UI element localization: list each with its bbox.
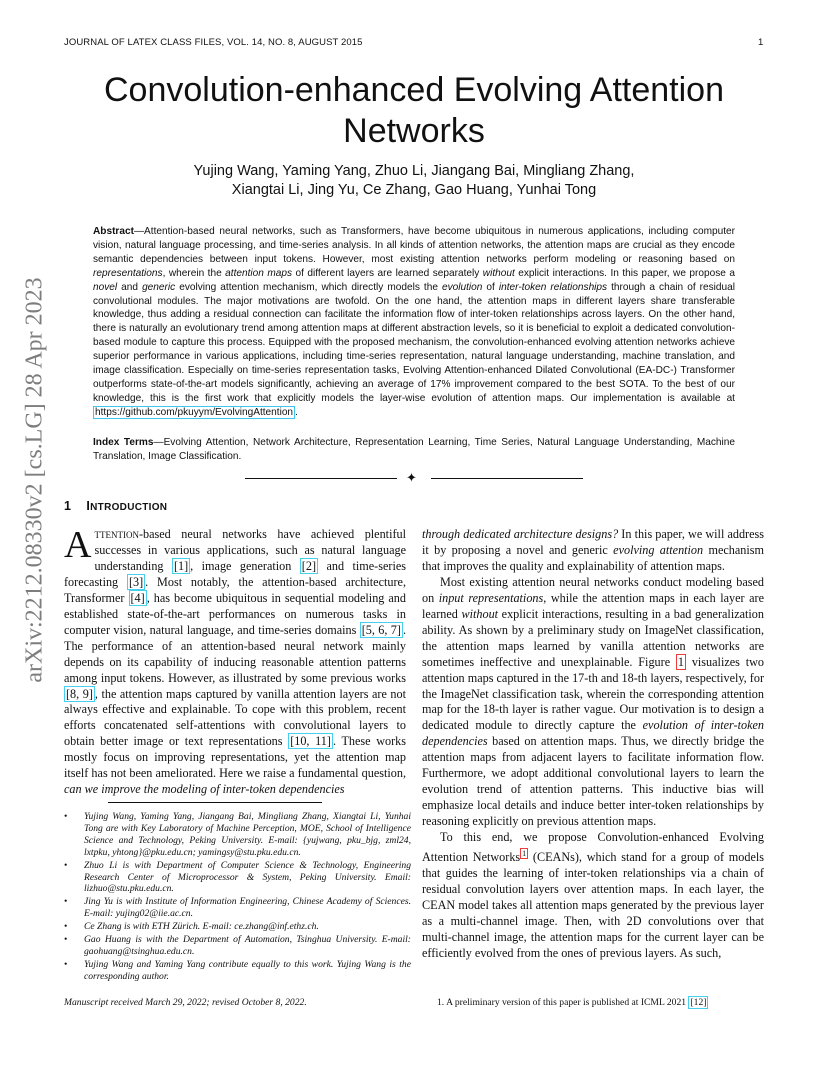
citation-link[interactable]: [12] [690,997,707,1008]
author-list [64,162,764,200]
research-question: can we improve the modeling of inter-token dependencies [64,782,345,797]
affiliation-item: • Ce Zhang is with ETH Zürich. E-mail: ce.zhang@inf.ethz.ch. [64,921,411,933]
footnote-rule [108,802,322,803]
body-text: explicit interactions, resulting in a bad generalization ability. As shown by a preliminary study on ImageNet classification, the attention maps learned by vanilla attention networks are sometimes ineffective and unexplainable. Figure [422,606,764,669]
figure-ref-link[interactable]: 1 [677,654,685,669]
research-question: through dedicated architecture designs? [422,527,619,541]
body-text: and time-series forecasting [64,558,406,589]
body-text: , has become ubiquitous in sequential modeling and established state-of-the-art performances on numerous tasks in computer vision, natural language, and time-series domains [64,590,406,637]
citation-link[interactable]: [8, 9] [66,686,93,701]
section-title-initial: I [86,499,91,513]
body-text: -based neural networks have achieved plentiful successes in various applications, such as natural language understanding [94,527,406,573]
affiliation-item: • Yujing Wang, Yaming Yang, Jiangang Bai, Mingliang Zhang, Xiangtai Li, Yunhai Tong are with Key Laboratory of Machine Perception, MOE, School of Intelligence Science and Technology, Peking University. E-mail: {yujwang, pku_bjg, zml24, lxtpku, yhtong}@pku.edu.cn; yamingsy@stu.pku.edu.cn. [64,811,411,859]
body-text: , image generation [190,558,300,573]
abstract-emphasis: novel [93,281,118,293]
index-terms [93,436,735,464]
abstract-emphasis: representations [93,267,163,279]
intro-paragraph [64,524,407,798]
right-column [422,527,764,962]
section-heading [64,499,167,513]
body-text: . The performance of an attention-based neural network mainly depends on its capability of inducing reasonable attention patterns among input tokens. However, as illustrated by some previous works [64,622,407,685]
abstract-text: of [482,281,499,293]
abstract [93,225,735,420]
abstract-text: and [117,281,143,293]
separator-line-right [431,478,583,479]
body-text: (CEANs), which stand for a group of models that guides the learning of inter-token relationships via a chain of residual convolution layers over attention maps. In each layer, the CEAN model takes all attention maps generated by the previous layer as a multi-channel image. Then, with 2D convolutions over that multi-channel image, the attention maps for the current layer can be efficiently evolved from the ones of previous layers. As such, [422,850,764,960]
citation-link[interactable]: [2] [301,558,317,573]
running-header: JOURNAL OF LATEX CLASS FILES, VOL. 14, NO. 8, AUGUST 2015 [64,37,363,48]
body-text: mechanism that improves the quality and explainability of attention maps. [422,542,764,573]
manuscript-note: Manuscript received March 29, 2022; revised October 8, 2022. [64,997,307,1008]
citation-link[interactable]: [3] [128,574,144,589]
authors-line-2: Xiangtai Li, Jing Yu, Ce Zhang, Gao Huang, Yunhai Tong [231,182,597,198]
abstract-text: evolving attention mechanism, which directly models the [175,281,442,293]
footnote [437,997,708,1008]
citation-link[interactable]: [10, 11] [290,734,331,749]
citation-link[interactable]: [4] [130,590,145,605]
body-text: To this end, we propose Convolution-enhanced Evolving Attention Networks [422,830,764,865]
smallcaps-text: ttention [94,527,139,541]
separator-line-left [245,478,397,479]
abstract-text: , wherein the [162,267,226,279]
body-paragraph [422,575,764,830]
abstract-text: through a chain of residual convolutional modules. The major motivations are twofold. On the one hand, the attention maps in different layers share transferable knowledge, thus adding a residual connection can facilitate the information flow of inter-token relationships across layers. On the other hand, there is naturally an evolutionary trend among attention maps at different abstraction levels, so it is beneficial to exploit a dedicated convolution-based module to capture this process. Equipped with the proposed mechanism, the convolution-enhanced evolving attention networks achieve superior performance in various applications, including time-series representation, natural language understanding, machine translation, and image classification. Especially on time-series representation tasks, Evolving Attention-enhanced Dilated Convolutional (EA-DC-) Transformer outperforms state-of-the-art models significantly, achieving an average of 17% improvement compared to the best SOTA. To the best of our knowledge, this is the first work that explicitly models the layer-wise evolution of attention maps. Our implementation is available at [93,281,736,404]
citation-link[interactable]: [5, 6, 7] [361,622,401,637]
body-text: Most existing attention neural networks conduct modeling based on [422,574,764,605]
abstract-emphasis: inter-token relationships [498,281,608,293]
affiliation-item: • Yujing Wang and Yaming Yang contribute equally to this work. Yujing Wang is the corresponding author. [64,959,411,983]
code-link[interactable]: https://github.com/pkuyym/EvolvingAttention [95,406,294,418]
abstract-emphasis: generic [142,281,176,293]
affiliation-item: • Gao Huang is with the Department of Automation, Tsinghua University. E-mail: gaohuang@tsinghua.edu.cn. [64,934,411,958]
affiliation-item: • Jing Yu is with Institute of Information Engineering, Chinese Academy of Sciences. E-mail: yujing02@iie.ac.cn. [64,896,411,920]
section-title-rest: NTRODUCTION [90,502,168,513]
abstract-emphasis: attention maps [225,267,293,279]
body-text: . Most notably, the attention-based architecture, Transformer [64,574,406,605]
drop-cap: A [64,524,92,566]
affiliation-list [64,811,411,984]
body-text: In this paper, we will address it by proposing a novel and generic [422,527,764,557]
left-column [64,524,407,798]
abstract-text: explicit interactions. In this paper, we propose a [514,267,735,279]
body-text: , while the attention maps in each layer are learned [422,590,764,621]
section-number: 1 [64,499,72,513]
abstract-text: of different layers are learned separately [292,267,483,279]
abstract-text: —Attention-based neural networks, such as Transformers, have become ubiquitous in numerous applications, including computer vision, natural language processing, and time-series analysis. In all kinds of attention networks, the attention maps are crucial as they encode semantic dependencies between input tokens. However, most existing attention networks perform modeling or reasoning based on [93,226,735,265]
index-terms-text: —Evolving Attention, Network Architecture, Representation Learning, Time Series, Natural Language Understanding, Machine Translation, Image Classification. [93,437,736,462]
footnote-marker-link[interactable]: 1 [522,849,527,859]
abstract-emphasis: evolution [441,281,483,293]
abstract-text: . [295,406,298,418]
body-text: based on attention maps. Thus, we directly bridge the attention maps from adjacent layers to facilitate information flow. Furthermore, we adopt additional convolutional layers to learn the evolution trend of attention patterns. This inductive bias will emphasize local details and induce better inter-token relationships by reasoning explicitly on previous attention maps. [422,734,764,829]
abstract-emphasis: without [482,267,515,279]
body-text: , the attention maps captured by vanilla attention layers are not always effective and explainable. To cope with this problem, recent efforts concatenated self-attentions with convolutional layers to obtain better image or text representations [64,686,406,749]
authors-line-1: Yujing Wang, Yaming Yang, Zhuo Li, Jiangang Bai, Mingliang Zhang, [193,163,635,179]
body-paragraph [422,830,764,962]
body-text: . These works mostly focus on improving representations, yet the attention map itself has not been ameliorated. Here we raise a fundamental question, [64,734,407,781]
paper-title [64,70,764,152]
abstract-label: Abstract [93,226,134,237]
separator-diamond-icon: ✦ [406,470,417,485]
title-line-2: Networks [343,112,485,150]
index-terms-label: Index Terms [93,437,154,448]
emphasis-text: input representations [438,590,544,605]
emphasis-text: evolving attention [613,542,704,557]
arxiv-stamp-text: arXiv:2212.08330v2 [cs.LG] 28 Apr 2023 [21,277,48,683]
title-line-1: Convolution-enhanced Evolving Attention [104,71,724,109]
emphasis-text: evolution of inter-token dependencies [422,718,765,749]
footnote-text: 1. A preliminary version of this paper is published at ICML 2021 [437,997,689,1008]
page-number: 1 [758,37,764,48]
emphasis-text: without [461,606,499,621]
affiliation-item: • Zhuo Li is with Department of Computer Science & Technology, Engineering Research Center of Microprocessor & System, Peking University. Email: lizhuo@stu.pku.edu.cn. [64,860,411,896]
body-text: visualizes two attention maps captured in the 17-th and 18-th layers, respectively, for the ImageNet classification task, wherein the corresponding attention map for the 18-th layer is rather vague. Our motivation is to design a dedicated module to directly capture the [422,654,764,733]
citation-link[interactable]: [1] [173,558,189,573]
body-paragraph [422,527,764,575]
